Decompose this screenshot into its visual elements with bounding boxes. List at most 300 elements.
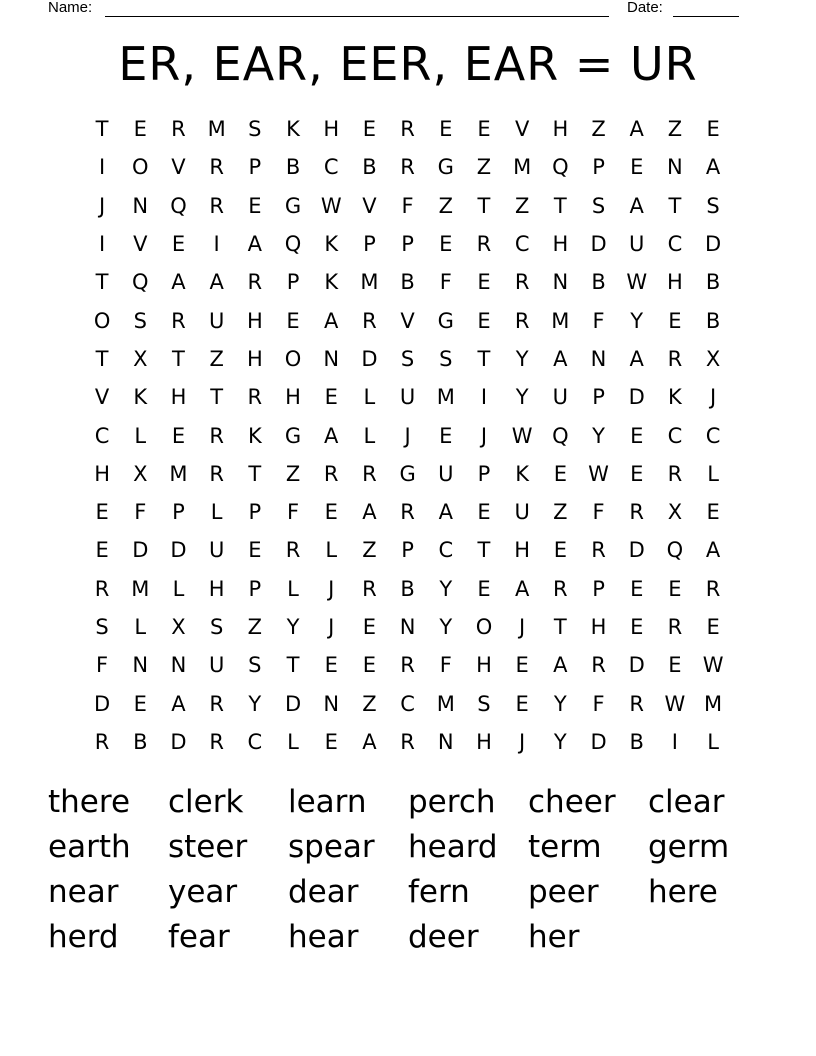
grid-letter: T: [95, 117, 109, 142]
grid-letter: P: [592, 385, 605, 410]
grid-letter: R: [247, 385, 263, 410]
grid-letter: E: [515, 691, 529, 716]
grid-row: [83, 225, 733, 263]
grid-letter: R: [94, 576, 110, 601]
grid-letter: Q: [284, 232, 302, 257]
grid-letter: V: [171, 155, 186, 180]
grid-letter: J: [98, 193, 106, 218]
grid-letter: R: [209, 461, 224, 486]
grid-row: [83, 493, 733, 531]
grid-letter: A: [705, 538, 721, 563]
grid-letter: A: [324, 308, 339, 333]
grid-letter: E: [668, 576, 682, 601]
grid-letter: A: [171, 691, 186, 716]
grid-letter: Z: [438, 193, 453, 218]
grid-letter: C: [438, 538, 454, 563]
grid-letter: X: [133, 461, 148, 486]
grid-letter: E: [515, 653, 529, 678]
grid-row: [83, 723, 733, 761]
word-item: year: [168, 873, 238, 910]
grid-letter: E: [477, 500, 491, 525]
word-row: [48, 870, 768, 915]
grid-letter: M: [169, 461, 188, 486]
grid-row: [83, 110, 733, 148]
grid-letter: R: [362, 576, 377, 601]
grid-letter: K: [133, 385, 148, 410]
grid-letter: R: [667, 346, 683, 371]
grid-letter: K: [515, 461, 530, 486]
grid-letter: L: [287, 576, 299, 601]
grid-letter: R: [629, 691, 645, 716]
word-item: hear: [288, 918, 359, 955]
grid-letter: W: [511, 423, 533, 448]
grid-letter: X: [667, 500, 683, 525]
word-item: term: [528, 829, 602, 866]
grid-letter: I: [480, 385, 488, 410]
grid-letter: T: [95, 346, 109, 371]
grid-letter: L: [134, 423, 147, 448]
grid-letter: L: [363, 385, 376, 410]
grid-letter: J: [328, 615, 335, 639]
grid-letter: D: [590, 729, 607, 754]
grid-letter: L: [210, 500, 223, 525]
grid-letter: W: [626, 270, 648, 295]
grid-letter: O: [132, 155, 149, 180]
grid-letter: D: [628, 653, 645, 678]
grid-letter: V: [133, 232, 148, 257]
word-item: germ: [648, 829, 730, 866]
grid-letter: G: [437, 308, 454, 333]
grid-letter: B: [629, 729, 644, 754]
word-item: there: [48, 784, 131, 821]
grid-letter: H: [667, 270, 683, 295]
grid-letter: N: [399, 615, 416, 639]
grid-letter: H: [476, 729, 492, 754]
grid-letter: R: [209, 691, 224, 716]
grid-letter: Z: [667, 117, 683, 142]
grid-letter: R: [285, 538, 301, 563]
grid-letter: Z: [553, 500, 568, 525]
grid-letter: E: [477, 117, 491, 142]
word-item: cheer: [528, 784, 616, 821]
grid-letter: R: [400, 729, 415, 754]
grid-letter: O: [93, 308, 111, 333]
grid-row: [83, 301, 733, 339]
grid-letter: Y: [630, 308, 644, 333]
grid-row: [83, 608, 733, 646]
grid-letter: F: [134, 500, 147, 525]
word-item: spear: [288, 829, 375, 866]
grid-letter: R: [514, 308, 530, 333]
grid-letter: K: [324, 270, 339, 295]
grid-letter: M: [436, 385, 455, 410]
grid-letter: R: [171, 117, 186, 142]
grid-letter: N: [323, 346, 340, 371]
grid-letter: F: [439, 653, 452, 678]
grid-letter: Q: [552, 155, 569, 180]
grid-letter: W: [320, 193, 342, 218]
word-item: herd: [48, 918, 119, 955]
grid-letter: C: [247, 729, 263, 754]
grid-letter: S: [706, 193, 720, 218]
grid-letter: A: [514, 576, 530, 601]
grid-letter: W: [588, 461, 609, 486]
grid-letter: S: [133, 308, 147, 333]
grid-letter: Z: [362, 691, 377, 716]
grid-letter: T: [248, 461, 262, 486]
grid-letter: B: [591, 270, 606, 295]
grid-letter: K: [668, 385, 682, 410]
grid-letter: Z: [476, 155, 492, 180]
word-item: fear: [168, 918, 230, 955]
grid-letter: B: [705, 308, 721, 333]
word-item: learn: [288, 784, 367, 821]
grid-letter: G: [284, 423, 302, 448]
grid-letter: X: [705, 346, 721, 371]
grid-letter: H: [514, 538, 531, 563]
grid-row: [83, 187, 733, 225]
grid-letter: H: [94, 461, 110, 486]
grid-letter: R: [209, 193, 224, 218]
grid-letter: J: [709, 385, 717, 410]
word-item: perch: [408, 784, 496, 821]
grid-letter: P: [401, 232, 414, 257]
grid-letter: Z: [514, 193, 530, 218]
grid-letter: Z: [209, 346, 224, 371]
grid-letter: D: [628, 385, 645, 410]
grid-letter: Z: [247, 615, 263, 639]
grid-letter: M: [360, 270, 379, 295]
grid-letter: E: [248, 538, 262, 563]
grid-letter: S: [591, 193, 606, 218]
word-item: fern: [408, 873, 470, 910]
grid-letter: V: [514, 117, 530, 142]
grid-letter: E: [630, 155, 644, 180]
grid-letter: M: [551, 308, 570, 333]
grid-letter: K: [247, 423, 262, 448]
grid-letter: R: [476, 232, 492, 257]
grid-letter: T: [95, 270, 109, 295]
grid-letter: H: [552, 232, 569, 257]
word-item: heard: [408, 829, 498, 866]
word-item: clerk: [168, 784, 244, 821]
grid-letter: L: [363, 423, 376, 448]
grid-letter: O: [475, 615, 493, 639]
grid-letter: P: [477, 461, 491, 486]
grid-letter: J: [328, 576, 335, 601]
grid-letter: P: [401, 538, 414, 563]
grid-letter: Q: [132, 270, 149, 295]
grid-letter: E: [439, 423, 453, 448]
grid-letter: P: [592, 155, 605, 180]
word-list: [48, 780, 768, 959]
word-item: her: [528, 918, 580, 955]
grid-letter: E: [362, 117, 377, 142]
grid-letter: A: [553, 653, 568, 678]
grid-letter: E: [95, 500, 109, 525]
grid-letter: D: [170, 729, 187, 754]
grid-letter: A: [171, 270, 186, 295]
name-line: [105, 16, 609, 17]
header: [48, 0, 748, 18]
grid-letter: R: [362, 308, 377, 333]
grid-letter: J: [519, 615, 526, 639]
grid-letter: E: [668, 653, 682, 678]
grid-letter: R: [629, 500, 645, 525]
grid-letter: A: [438, 500, 453, 525]
grid-letter: R: [705, 576, 721, 601]
grid-letter: E: [630, 461, 644, 486]
grid-letter: G: [437, 155, 454, 180]
grid-letter: A: [629, 193, 644, 218]
grid-letter: A: [362, 500, 377, 525]
grid-letter: D: [361, 346, 378, 371]
grid-letter: P: [592, 576, 605, 601]
grid-letter: E: [248, 193, 262, 218]
grid-letter: F: [401, 193, 414, 218]
grid-row: [83, 378, 733, 416]
grid-letter: A: [362, 729, 377, 754]
grid-letter: V: [400, 308, 415, 333]
grid-row: [83, 646, 733, 684]
grid-letter: E: [324, 385, 338, 410]
grid-letter: B: [400, 576, 415, 601]
grid-letter: S: [477, 691, 491, 716]
grid-letter: R: [400, 155, 415, 180]
grid-letter: E: [95, 538, 109, 563]
grid-letter: I: [98, 232, 106, 257]
grid-letter: R: [514, 270, 530, 295]
grid-letter: P: [248, 500, 262, 525]
grid-letter: T: [210, 385, 224, 410]
grid-letter: S: [439, 346, 453, 371]
grid-letter: B: [362, 155, 377, 180]
grid-letter: I: [671, 729, 678, 754]
word-item: deer: [408, 918, 479, 955]
grid-letter: M: [207, 117, 226, 142]
grid-letter: J: [480, 423, 488, 448]
grid-letter: T: [477, 193, 491, 218]
grid-row: [83, 263, 733, 301]
grid-letter: L: [134, 615, 147, 639]
grid-row: [83, 416, 733, 454]
grid-letter: R: [667, 615, 683, 639]
grid-letter: D: [132, 538, 149, 563]
grid-letter: E: [324, 729, 338, 754]
grid-letter: R: [400, 117, 415, 142]
grid-letter: P: [363, 232, 376, 257]
grid-letter: I: [213, 232, 220, 257]
grid-letter: R: [591, 538, 606, 563]
grid-letter: X: [133, 346, 148, 371]
grid-letter: U: [399, 385, 416, 410]
grid-letter: N: [552, 270, 569, 295]
word-item: dear: [288, 873, 359, 910]
grid-letter: E: [439, 117, 453, 142]
grid-letter: E: [706, 615, 720, 639]
grid-letter: R: [362, 461, 377, 486]
grid-letter: Y: [248, 691, 262, 716]
grid-letter: R: [209, 729, 224, 754]
date-label: Date:: [627, 0, 663, 16]
grid-letter: A: [629, 117, 644, 142]
grid-letter: Y: [592, 423, 605, 448]
grid-letter: N: [132, 653, 149, 678]
grid-letter: U: [629, 232, 645, 257]
grid-letter: T: [477, 538, 491, 563]
grid-letter: E: [706, 117, 720, 142]
grid-letter: D: [628, 538, 645, 563]
word-item: steer: [168, 829, 248, 866]
grid-letter: M: [436, 691, 455, 716]
grid-letter: E: [324, 500, 338, 525]
grid-letter: E: [706, 500, 720, 525]
page-title: ER, EAR, EER, EAR = UR: [118, 37, 698, 91]
grid-letter: R: [323, 461, 339, 486]
grid-letter: W: [664, 691, 686, 716]
grid-letter: U: [438, 461, 454, 486]
grid-letter: T: [286, 653, 300, 678]
grid-letter: E: [477, 308, 491, 333]
grid-letter: H: [590, 615, 607, 639]
grid-letter: S: [248, 117, 262, 142]
grid-row: [83, 684, 733, 722]
word-item: clear: [648, 784, 725, 821]
grid-letter: R: [209, 423, 224, 448]
grid-letter: D: [94, 691, 111, 716]
grid-letter: N: [437, 729, 454, 754]
grid-letter: B: [400, 270, 415, 295]
grid-letter: C: [667, 232, 683, 257]
grid-letter: Y: [553, 729, 567, 754]
name-label: Name:: [48, 0, 93, 16]
grid-letter: R: [94, 729, 110, 754]
grid-letter: R: [209, 155, 224, 180]
grid-letter: B: [133, 729, 148, 754]
grid-letter: N: [667, 155, 683, 180]
grid-row: [83, 340, 733, 378]
grid-letter: E: [286, 308, 300, 333]
grid-letter: J: [519, 729, 526, 754]
grid-letter: R: [400, 500, 415, 525]
grid-letter: Y: [515, 346, 529, 371]
grid-letter: E: [171, 232, 186, 257]
word-item: here: [648, 873, 718, 910]
grid-letter: P: [286, 270, 300, 295]
date-line: [673, 16, 739, 17]
grid-letter: E: [553, 538, 567, 563]
grid-letter: H: [208, 576, 225, 601]
grid-letter: E: [630, 576, 644, 601]
grid-letter: E: [133, 117, 147, 142]
grid-letter: E: [477, 270, 491, 295]
grid-letter: L: [172, 576, 185, 601]
grid-letter: A: [705, 155, 721, 180]
grid-letter: R: [591, 653, 606, 678]
word-item: near: [48, 873, 119, 910]
grid-letter: C: [667, 423, 683, 448]
grid-row: [83, 148, 733, 186]
grid-letter: C: [94, 423, 110, 448]
word-item: earth: [48, 829, 131, 866]
grid-letter: D: [284, 691, 302, 716]
grid-letter: Y: [553, 691, 567, 716]
grid-letter: F: [96, 653, 109, 678]
grid-letter: V: [94, 385, 110, 410]
grid-letter: R: [553, 576, 568, 601]
grid-letter: A: [629, 346, 644, 371]
grid-letter: N: [132, 193, 149, 218]
letter-grid: [83, 110, 733, 761]
grid-letter: H: [246, 308, 263, 333]
word-row: [48, 780, 768, 825]
grid-letter: U: [552, 385, 569, 410]
grid-letter: P: [248, 155, 262, 180]
grid-letter: C: [400, 691, 415, 716]
grid-letter: E: [362, 653, 377, 678]
grid-letter: E: [133, 691, 147, 716]
grid-letter: P: [172, 500, 185, 525]
grid-letter: L: [707, 461, 719, 486]
grid-letter: E: [324, 653, 338, 678]
grid-letter: U: [208, 538, 225, 563]
grid-letter: U: [514, 500, 530, 525]
grid-letter: E: [362, 615, 377, 639]
grid-letter: A: [324, 423, 339, 448]
grid-letter: T: [553, 615, 567, 639]
grid-letter: W: [702, 653, 724, 678]
grid-letter: H: [323, 117, 340, 142]
grid-letter: H: [246, 346, 263, 371]
grid-letter: E: [630, 615, 644, 639]
grid-letter: Q: [170, 193, 187, 218]
grid-letter: Z: [591, 117, 606, 142]
word-row: [48, 825, 768, 870]
grid-letter: C: [514, 232, 530, 257]
grid-letter: R: [400, 653, 415, 678]
grid-letter: R: [247, 270, 263, 295]
grid-letter: E: [630, 423, 644, 448]
word-item: peer: [528, 873, 599, 910]
grid-letter: U: [208, 308, 225, 333]
grid-row: [83, 455, 733, 493]
grid-letter: C: [705, 423, 721, 448]
grid-letter: B: [285, 155, 301, 180]
grid-letter: G: [399, 461, 416, 486]
grid-letter: E: [668, 308, 682, 333]
grid-letter: S: [209, 615, 224, 639]
grid-letter: D: [705, 232, 722, 257]
grid-letter: A: [209, 270, 224, 295]
grid-letter: X: [171, 615, 186, 639]
grid-letter: A: [247, 232, 263, 257]
grid-letter: T: [477, 346, 491, 371]
grid-letter: J: [404, 423, 411, 448]
grid-letter: L: [325, 538, 338, 563]
grid-letter: N: [590, 346, 607, 371]
grid-letter: F: [592, 308, 605, 333]
grid-letter: L: [707, 729, 719, 754]
grid-letter: T: [553, 193, 567, 218]
grid-letter: F: [439, 270, 452, 295]
grid-letter: L: [287, 729, 299, 754]
grid-letter: Y: [515, 385, 529, 410]
word-row: [48, 914, 768, 959]
grid-letter: D: [590, 232, 607, 257]
grid-letter: E: [477, 576, 491, 601]
grid-letter: Q: [666, 538, 684, 563]
grid-letter: N: [323, 691, 340, 716]
